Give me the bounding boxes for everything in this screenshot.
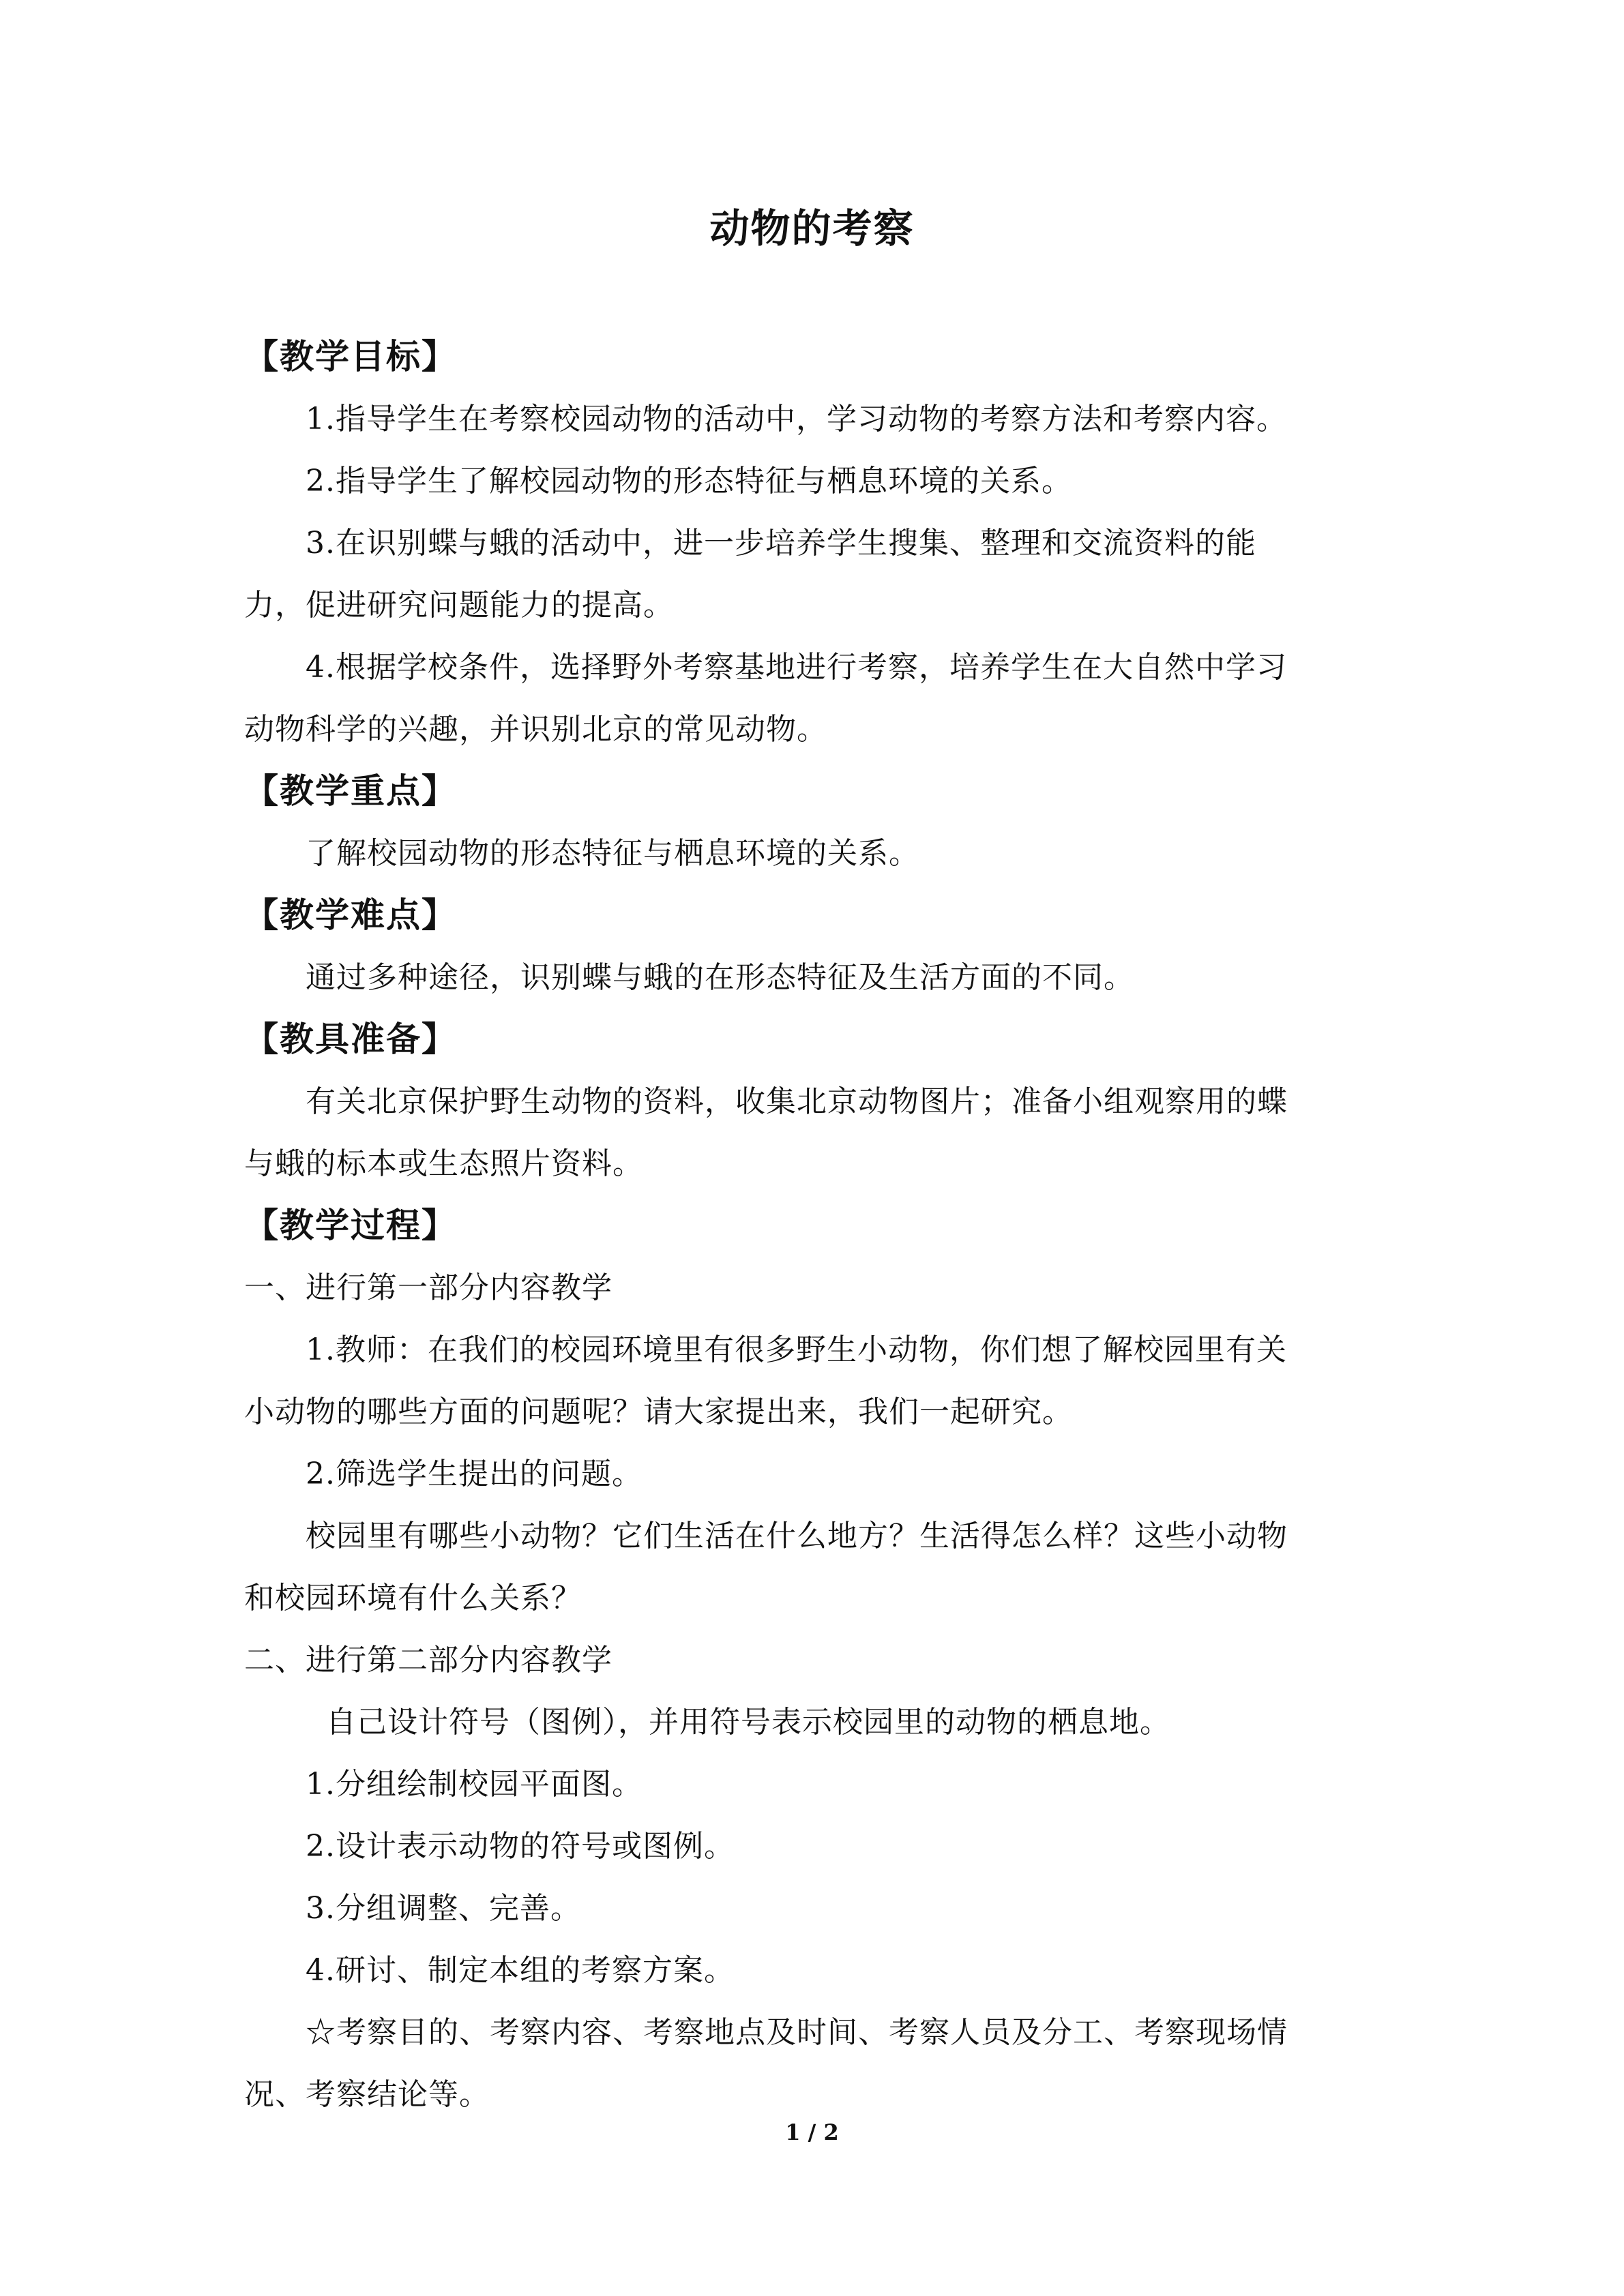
part-1-item-3-line-1: 校园里有哪些小动物？它们生活在什么地方？生活得怎么样？这些小动物 [306, 1519, 1288, 1553]
part-2-step-4: 4.研讨、制定本组的考察方案。 [306, 1953, 735, 1988]
key-points-text: 了解校园动物的形态特征与栖息环境的关系。 [306, 836, 919, 871]
part-2-intro: 自己设计符号（图例），并用符号表示校园里的动物的栖息地。 [326, 1705, 1170, 1740]
objectives-heading: 【教学目标】 [244, 337, 457, 376]
objective-3-line-2: 力，促进研究问题能力的提高。 [244, 588, 674, 623]
difficulties-text: 通过多种途径，识别蝶与蛾的在形态特征及生活方面的不同。 [306, 960, 1134, 995]
document-body [244, 326, 1376, 2126]
part-2-step-3: 3.分组调整、完善。 [306, 1891, 581, 1926]
key-points-heading: 【教学重点】 [244, 771, 457, 811]
part-2-step-2: 2.设计表示动物的符号或图例。 [306, 1829, 735, 1864]
part-2-step-5-line-2: 况、考察结论等。 [244, 2077, 490, 2112]
part-2-step-1: 1.分组绘制校园平面图。 [306, 1767, 643, 1802]
page-title: 动物的考察 [709, 205, 915, 252]
objective-4-line-1: 4.根据学校条件，选择野外考察基地进行考察，培养学生在大自然中学习 [306, 650, 1287, 685]
part-2-heading: 二、进行第二部分内容教学 [244, 1643, 612, 1678]
difficulties-heading: 【教学难点】 [244, 895, 457, 935]
process-heading: 【教学过程】 [244, 1206, 457, 1245]
objective-2: 2.指导学生了解校园动物的形态特征与栖息环境的关系。 [306, 464, 1072, 498]
part-1-item-1-line-1: 1.教师：在我们的校园环境里有很多野生小动物，你们想了解校园里有关 [306, 1332, 1287, 1367]
part-1-heading: 一、进行第一部分内容教学 [244, 1270, 612, 1305]
objective-3-line-1: 3.在识别蝶与蛾的活动中，进一步培养学生搜集、整理和交流资料的能 [306, 526, 1256, 561]
materials-heading: 【教具准备】 [244, 1019, 457, 1059]
materials-line-2: 与蛾的标本或生态照片资料。 [244, 1146, 643, 1181]
objective-1: 1.指导学生在考察校园动物的活动中，学习动物的考察方法和考察内容。 [306, 402, 1287, 436]
page-number: 1 / 2 [785, 2119, 839, 2145]
materials-line-1: 有关北京保护野生动物的资料，收集北京动物图片；准备小组观察用的蝶 [306, 1084, 1288, 1119]
objective-4-line-2: 动物科学的兴趣，并识别北京的常见动物。 [244, 712, 827, 747]
part-2-step-5-line-1: ☆考察目的、考察内容、考察地点及时间、考察人员及分工、考察现场情 [306, 2015, 1288, 2050]
part-1-item-1-line-2: 小动物的哪些方面的问题呢？请大家提出来，我们一起研究。 [244, 1395, 1073, 1429]
part-1-item-2: 2.筛选学生提出的问题。 [306, 1457, 643, 1491]
part-1-item-3-line-2: 和校园环境有什么关系？ [244, 1581, 582, 1615]
